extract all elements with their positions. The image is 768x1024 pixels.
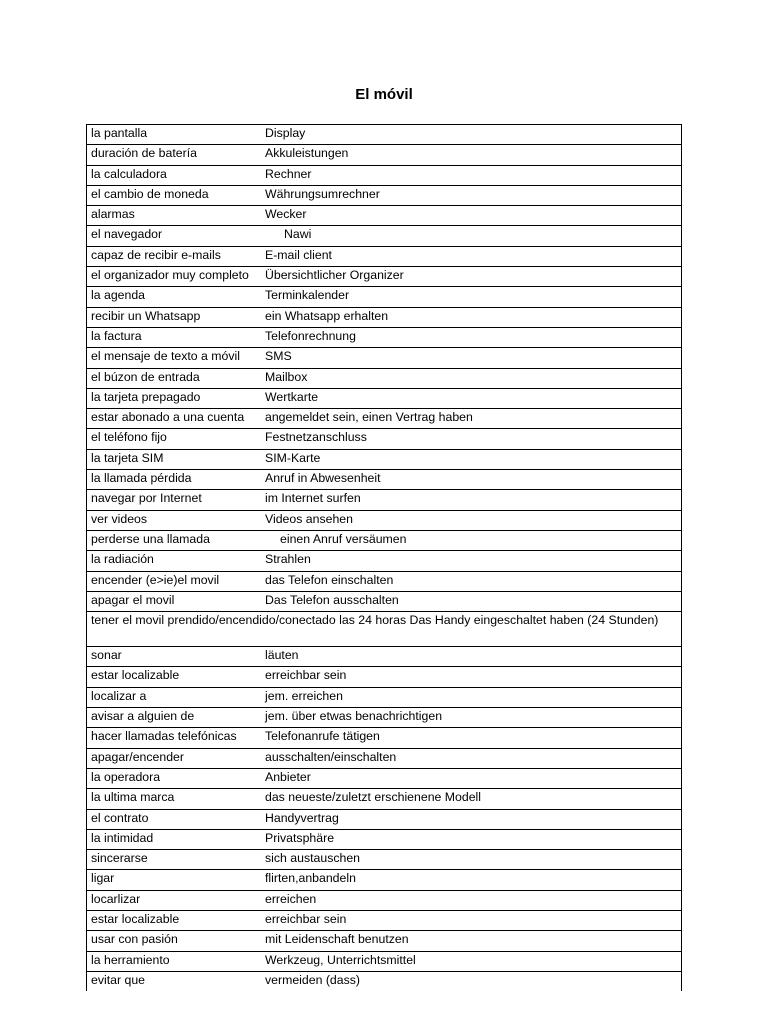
- german-translation: Rechner: [261, 165, 682, 185]
- table-row: [87, 145, 682, 165]
- spanish-term: la operadora: [87, 768, 262, 788]
- table-row: [87, 748, 682, 768]
- german-translation: Telefonanrufe tätigen: [261, 728, 682, 748]
- spanish-term: la tarjeta SIM: [87, 449, 262, 469]
- german-translation: Festnetzanschluss: [261, 429, 682, 449]
- table-row: [87, 809, 682, 829]
- spanish-term: sonar: [87, 647, 262, 667]
- spanish-term: la intimidad: [87, 829, 262, 849]
- table-row: [87, 647, 682, 667]
- table-row: [87, 409, 682, 429]
- german-translation: Display: [261, 125, 682, 145]
- german-translation: jem. erreichen: [261, 687, 682, 707]
- table-row: [87, 829, 682, 849]
- table-row: [87, 287, 682, 307]
- table-row: [87, 165, 682, 185]
- spanish-term: la radiación: [87, 551, 262, 571]
- table-row: [87, 591, 682, 611]
- spanish-term: el navegador: [87, 226, 262, 246]
- vocabulary-table: [86, 124, 682, 991]
- spanish-term: sincerarse: [87, 850, 262, 870]
- table-row: [87, 206, 682, 226]
- german-translation: erreichen: [261, 890, 682, 910]
- spanish-term: la factura: [87, 327, 262, 347]
- german-translation: im Internet surfen: [261, 490, 682, 510]
- table-row: [87, 931, 682, 951]
- spanish-term: el organizador muy completo: [87, 267, 262, 287]
- table-row: [87, 125, 682, 145]
- german-translation: läuten: [261, 647, 682, 667]
- spanish-term: estar abonado a una cuenta: [87, 409, 262, 429]
- table-row: [87, 327, 682, 347]
- german-translation: Handyvertrag: [261, 809, 682, 829]
- german-translation: SIM-Karte: [261, 449, 682, 469]
- table-row-wide: [87, 612, 682, 647]
- table-row: [87, 388, 682, 408]
- wide-entry: tener el movil prendido/encendido/conectado las 24 horas Das Handy eingeschaltet haben (24 Stunden): [87, 612, 682, 647]
- german-translation: mit Leidenschaft benutzen: [261, 931, 682, 951]
- spanish-term: capaz de recibir e-mails: [87, 246, 262, 266]
- german-translation: Telefonrechnung: [261, 327, 682, 347]
- table-row: [87, 246, 682, 266]
- table-row: [87, 728, 682, 748]
- spanish-term: la ultima marca: [87, 789, 262, 809]
- german-translation: Wertkarte: [261, 388, 682, 408]
- spanish-term: alarmas: [87, 206, 262, 226]
- spanish-term: hacer llamadas telefónicas: [87, 728, 262, 748]
- german-translation: Anruf in Abwesenheit: [261, 470, 682, 490]
- spanish-term: el cambio de moneda: [87, 185, 262, 205]
- german-translation: jem. über etwas benachrichtigen: [261, 708, 682, 728]
- spanish-term: ver videos: [87, 510, 262, 530]
- spanish-term: navegar por Internet: [87, 490, 262, 510]
- german-translation: sich austauschen: [261, 850, 682, 870]
- table-row: [87, 267, 682, 287]
- spanish-term: la tarjeta prepagado: [87, 388, 262, 408]
- german-translation: erreichbar sein: [261, 667, 682, 687]
- spanish-term: el contrato: [87, 809, 262, 829]
- spanish-term: evitar que: [87, 971, 262, 991]
- german-translation: erreichbar sein: [261, 910, 682, 930]
- table-row: [87, 530, 682, 550]
- spanish-term: el teléfono fijo: [87, 429, 262, 449]
- spanish-term: el mensaje de texto a móvil: [87, 348, 262, 368]
- german-translation: Wecker: [261, 206, 682, 226]
- table-row: [87, 971, 682, 991]
- table-row: [87, 185, 682, 205]
- spanish-term: locarlizar: [87, 890, 262, 910]
- german-translation: E-mail client: [261, 246, 682, 266]
- page-title: El móvil: [355, 86, 413, 103]
- table-row: [87, 768, 682, 788]
- spanish-term: el búzon de entrada: [87, 368, 262, 388]
- spanish-term: estar localizable: [87, 667, 262, 687]
- german-translation: ausschalten/einschalten: [261, 748, 682, 768]
- spanish-term: duración de batería: [87, 145, 262, 165]
- table-row: [87, 490, 682, 510]
- german-translation: vermeiden (dass): [261, 971, 682, 991]
- table-row: [87, 850, 682, 870]
- spanish-term: ligar: [87, 870, 262, 890]
- spanish-term: encender (e>ie)el movil: [87, 571, 262, 591]
- german-translation: Privatsphäre: [261, 829, 682, 849]
- table-row: [87, 551, 682, 571]
- german-translation: ein Whatsapp erhalten: [261, 307, 682, 327]
- spanish-term: la herramiento: [87, 951, 262, 971]
- spanish-term: la calculadora: [87, 165, 262, 185]
- table-row: [87, 571, 682, 591]
- table-row: [87, 951, 682, 971]
- table-row: [87, 890, 682, 910]
- table-row: [87, 789, 682, 809]
- table-row: [87, 368, 682, 388]
- german-translation: Währungsumrechner: [261, 185, 682, 205]
- german-translation: Nawi: [261, 226, 682, 246]
- table-row: [87, 307, 682, 327]
- table-row: [87, 449, 682, 469]
- table-row: [87, 470, 682, 490]
- german-translation: Werkzeug, Unterrichtsmittel: [261, 951, 682, 971]
- german-translation: Übersichtlicher Organizer: [261, 267, 682, 287]
- german-translation: Terminkalender: [261, 287, 682, 307]
- german-translation: einen Anruf versäumen: [261, 530, 682, 550]
- table-row: [87, 870, 682, 890]
- spanish-term: apagar/encender: [87, 748, 262, 768]
- german-translation: Strahlen: [261, 551, 682, 571]
- german-translation: Akkuleistungen: [261, 145, 682, 165]
- spanish-term: estar localizable: [87, 910, 262, 930]
- spanish-term: apagar el movil: [87, 591, 262, 611]
- german-translation: das Telefon einschalten: [261, 571, 682, 591]
- table-row: [87, 667, 682, 687]
- table-row: [87, 226, 682, 246]
- german-translation: Anbieter: [261, 768, 682, 788]
- table-row: [87, 348, 682, 368]
- table-row: [87, 910, 682, 930]
- german-translation: Das Telefon ausschalten: [261, 591, 682, 611]
- german-translation: flirten,anbandeln: [261, 870, 682, 890]
- spanish-term: avisar a alguien de: [87, 708, 262, 728]
- spanish-term: perderse una llamada: [87, 530, 262, 550]
- spanish-term: usar con pasión: [87, 931, 262, 951]
- german-translation: angemeldet sein, einen Vertrag haben: [261, 409, 682, 429]
- table-row: [87, 429, 682, 449]
- table-row: [87, 510, 682, 530]
- spanish-term: la agenda: [87, 287, 262, 307]
- german-translation: das neueste/zuletzt erschienene Modell: [261, 789, 682, 809]
- german-translation: SMS: [261, 348, 682, 368]
- spanish-term: la pantalla: [87, 125, 262, 145]
- german-translation: Mailbox: [261, 368, 682, 388]
- german-translation: Videos ansehen: [261, 510, 682, 530]
- table-row: [87, 708, 682, 728]
- spanish-term: localizar a: [87, 687, 262, 707]
- table-row: [87, 687, 682, 707]
- spanish-term: la llamada pérdida: [87, 470, 262, 490]
- spanish-term: recibir un Whatsapp: [87, 307, 262, 327]
